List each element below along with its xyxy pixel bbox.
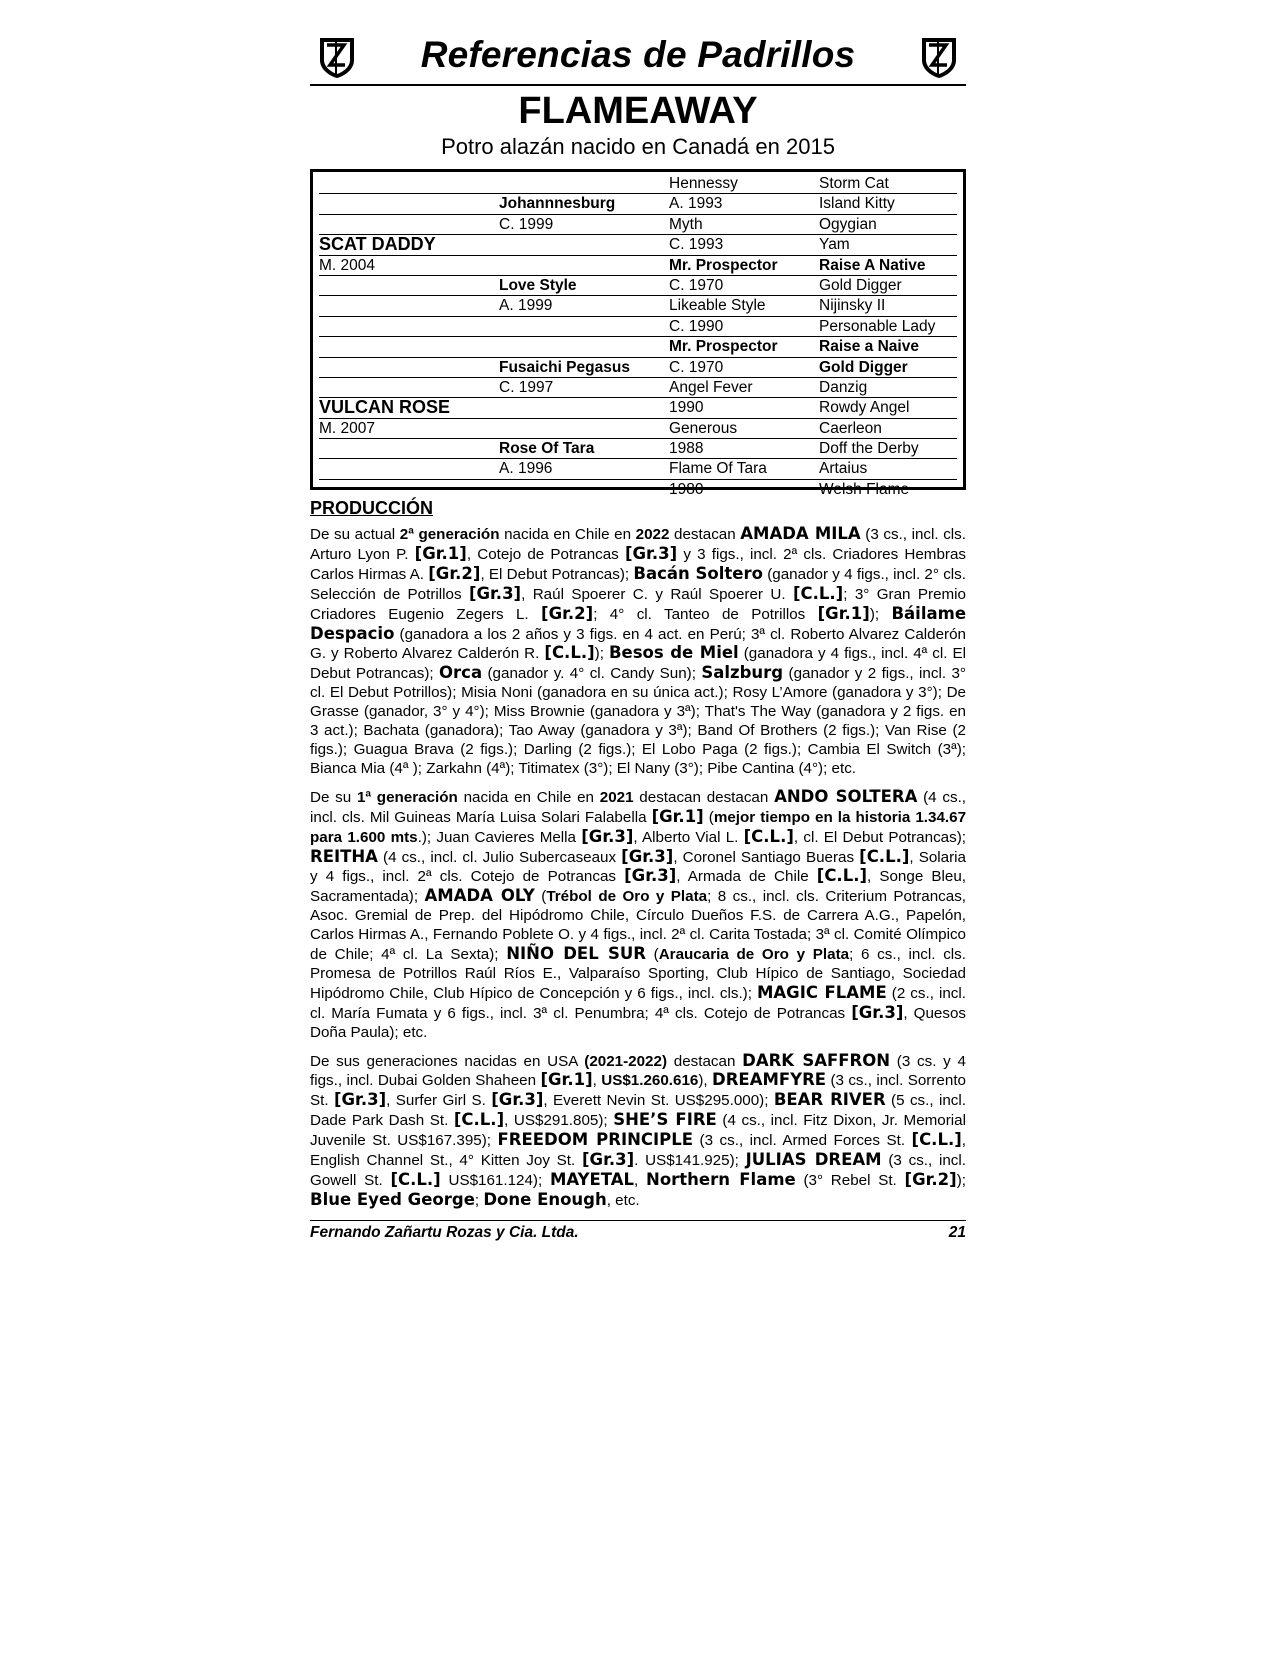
text-segment: (2021-2022) bbox=[584, 1052, 668, 1070]
highlight-name: [C.L.] bbox=[859, 846, 910, 866]
text-segment: (4 cs., incl. cl. Julio Subercaseaux bbox=[377, 848, 622, 866]
highlight-name: MAGIC FLAME bbox=[756, 982, 887, 1002]
highlight-name: MAYETAL bbox=[549, 1170, 635, 1189]
pedigree-cell: Island Kitty bbox=[819, 195, 895, 213]
text-segment: (ganador y 2 figs., incl. 3° cl. El Debut Potrillos); Misia Noni (ganadora en su única act.); Rosy L’Amore (ganadora y 3°); De Grasse (ganador, 3° y 4°); Miss Brownie (ganadora y 3ª); That's The Way (ganadora y 2 figs. en 3 act.); Bachata (ganadora); Tao Away (ganadora y 3ª); Band Of Brothers (2 figs.); Van Rise (2 figs.); Guagua Brava (2 figs.); Darling (2 figs.); El Lobo Paga (2 figs.); Cambia El Switch (3ª); Bianca Mia (4ª ); Zarkahn (4ª); Titimatex (3°); El Nany (3°); Pibe Cantina (4°); etc. bbox=[310, 665, 966, 777]
pedigree-row bbox=[319, 235, 957, 255]
text-segment: De su actual bbox=[310, 526, 400, 543]
highlight-name: [Gr.1] bbox=[414, 543, 467, 563]
pedigree-cell: Welsh Flame bbox=[819, 480, 910, 498]
pedigree-cell: Ogygian bbox=[819, 215, 877, 233]
text-segment: De su bbox=[310, 788, 357, 806]
pedigree-cell: Generous bbox=[669, 419, 738, 437]
text-segment: (ganador y. 4° cl. Candy Sun); bbox=[482, 665, 702, 683]
text-segment: ( bbox=[645, 946, 659, 964]
pedigree-cell: Johannnesburg bbox=[499, 195, 616, 213]
text-segment: ; 6 cs., incl. cls. Promesa de Potrillos Raúl Ríos E., Valparaíso Sporting, Club Hípico de Santiago, Sociedad Hipódromo Chile, Club Hípico de Concepción y 6 figs., incl. cls.); bbox=[310, 946, 966, 1002]
text-segment: 1ª generación bbox=[356, 788, 458, 806]
text-segment: (ganador y 4 figs., incl. 2° cls. Selección de Potrillos bbox=[310, 565, 966, 603]
pedigree-row bbox=[319, 194, 957, 214]
pedigree-cell: A. 1999 bbox=[499, 297, 553, 315]
highlight-name: NIÑO DEL SUR bbox=[506, 944, 646, 964]
highlight-name: Besos de Miel bbox=[608, 643, 739, 663]
text-segment: (5 cs., incl. Dade Park Dash St. bbox=[310, 1092, 966, 1130]
pedigree-cell: Love Style bbox=[499, 276, 577, 294]
text-segment: destacan destacan bbox=[633, 788, 775, 806]
text-segment: (4 cs., incl. cls. Mil Guineas María Luisa Solari Falabella bbox=[310, 788, 967, 826]
text-segment: ; 3° Gran Premio Criadores Eugenio Zegers L. bbox=[310, 585, 966, 623]
text-segment: ; 4° cl. Tanteo de Potrillos bbox=[593, 605, 818, 623]
highlight-name: [Gr.3] bbox=[581, 1150, 635, 1170]
pedigree-cell: C. 1999 bbox=[499, 215, 554, 233]
highlight-name: FREEDOM PRINCIPLE bbox=[497, 1130, 694, 1150]
highlight-name: DARK SAFFRON bbox=[742, 1050, 891, 1070]
text-segment: (2 cs., incl. cl. María Fumata y 6 figs., incl. 3ª cl. Penumbra; 4ª cls. Cotejo de Potrancas bbox=[310, 984, 966, 1022]
pedigree-row bbox=[319, 256, 957, 276]
pedigree-cell: Myth bbox=[669, 215, 703, 233]
highlight-name: Báilame Despacio bbox=[310, 603, 967, 643]
highlight-name: [C.L.] bbox=[911, 1130, 962, 1150]
text-segment: ); bbox=[956, 1172, 966, 1189]
highlight-name: Orca bbox=[439, 663, 483, 683]
text-segment: 2021 bbox=[599, 788, 634, 806]
text-segment: , Quesos Doña Paula); etc. bbox=[310, 1004, 967, 1041]
text-segment: , cl. El Debut Potrancas); bbox=[793, 828, 966, 846]
highlight-name: [Gr.3] bbox=[491, 1090, 544, 1110]
pedigree-row bbox=[319, 378, 957, 398]
highlight-name: [Gr.3] bbox=[581, 826, 634, 846]
pedigree-cell: M. 2007 bbox=[319, 419, 376, 437]
pedigree-cell: C. 1997 bbox=[499, 378, 554, 396]
pedigree-cell: Personable Lady bbox=[819, 317, 936, 335]
pedigree-cell: Doff the Derby bbox=[819, 440, 919, 458]
highlight-name: [C.L.] bbox=[544, 643, 595, 663]
text-segment: (ganadora y 4 figs., incl. 4ª cl. El Debut Potrancas); bbox=[310, 645, 966, 683]
pedigree-cell: SCAT DADDY bbox=[319, 234, 436, 255]
highlight-name: Done Enough bbox=[483, 1189, 607, 1209]
text-segment: ), bbox=[698, 1072, 713, 1090]
pedigree-row bbox=[319, 317, 957, 337]
text-segment: . bbox=[417, 828, 422, 846]
text-segment: destacan bbox=[669, 526, 741, 543]
text-segment: ( bbox=[534, 888, 547, 906]
text-segment: , bbox=[634, 1172, 647, 1189]
pedigree-row bbox=[319, 439, 957, 459]
highlight-name: [Gr.3] bbox=[621, 846, 674, 866]
pedigree-cell: 1988 bbox=[669, 440, 704, 458]
pedigree-cell: A. 1996 bbox=[499, 460, 553, 478]
highlight-name: [C.L.] bbox=[816, 866, 868, 886]
text-segment: (3 cs., incl. Armed Forces St. bbox=[693, 1132, 912, 1150]
production-text bbox=[310, 525, 966, 1211]
highlight-name: AMADA MILA bbox=[740, 524, 861, 543]
text-segment: ); bbox=[594, 645, 609, 663]
pedigree-cell: Mr. Prospector bbox=[669, 338, 778, 356]
highlight-name: [C.L.] bbox=[453, 1110, 505, 1130]
highlight-name: [Gr.2] bbox=[904, 1170, 957, 1189]
text-segment: De sus generaciones nacidas en USA bbox=[310, 1052, 585, 1070]
page-footer bbox=[310, 1220, 966, 1242]
pedigree-cell: Gold Digger bbox=[819, 276, 902, 294]
text-segment: (3 cs., incl. cls. Arturo Lyon P. bbox=[310, 526, 966, 563]
highlight-name: AMADA OLY bbox=[424, 886, 535, 906]
highlight-name: DREAMFYRE bbox=[712, 1070, 827, 1090]
highlight-name: [C.L.] bbox=[390, 1170, 441, 1189]
text-segment: ); bbox=[869, 605, 892, 623]
fz-shield-logo-icon bbox=[916, 34, 962, 80]
highlight-name: [Gr.1] bbox=[651, 806, 704, 826]
highlight-name: REITHA bbox=[310, 846, 378, 866]
pedigree-row bbox=[319, 358, 957, 378]
horse-description: Potro alazán nacido en Canadá en 2015 bbox=[441, 134, 835, 159]
pedigree-row bbox=[319, 459, 957, 479]
pedigree-cell: C. 1970 bbox=[669, 276, 724, 294]
text-segment: destacan bbox=[667, 1052, 743, 1070]
pedigree-cell: Danzig bbox=[819, 378, 868, 396]
pedigree-cell: M. 2004 bbox=[319, 256, 376, 274]
page-header bbox=[310, 30, 966, 86]
text-segment: y 3 figs., incl. 2ª cls. Criadores Hembras Carlos Hirmas A. bbox=[310, 545, 966, 583]
text-segment: , Raúl Spoerer C. y Raúl Spoerer U. bbox=[521, 585, 793, 603]
text-segment: 2ª generación bbox=[399, 526, 500, 543]
highlight-name: SHE’S FIRE bbox=[613, 1110, 717, 1130]
pedigree-cell: A. 1993 bbox=[669, 195, 723, 213]
pedigree-cell: Mr. Prospector bbox=[669, 256, 778, 274]
document-page bbox=[310, 30, 966, 1242]
text-segment: ); Juan Cavieres Mella bbox=[421, 828, 582, 846]
horse-name: FLAMEAWAY bbox=[518, 90, 758, 132]
pedigree-cell: Flame Of Tara bbox=[669, 460, 767, 478]
highlight-name: [Gr.3] bbox=[468, 583, 522, 603]
pedigree-cell: 1990 bbox=[669, 399, 704, 417]
text-segment: (4 cs., incl. Fitz Dixon, Jr. Memorial Juvenile St. US$167.395); bbox=[310, 1112, 966, 1150]
text-segment: , etc. bbox=[606, 1191, 640, 1209]
pedigree-row bbox=[319, 276, 957, 296]
text-segment: , US$291.805); bbox=[504, 1112, 614, 1130]
header-title: Referencias de Padrillos bbox=[420, 34, 856, 75]
highlight-name: [Gr.2] bbox=[428, 563, 481, 583]
highlight-name: [Gr.1] bbox=[817, 603, 870, 623]
pedigree-cell: Nijinsky II bbox=[819, 297, 886, 315]
production-paragraph bbox=[310, 525, 966, 779]
text-segment: , Cotejo de Potrancas bbox=[466, 545, 625, 563]
highlight-name: [Gr.3] bbox=[624, 543, 678, 563]
text-segment: (3 cs., incl. Sorrento St. bbox=[310, 1072, 966, 1110]
highlight-name: [Gr.2] bbox=[541, 603, 594, 623]
text-segment: (3 cs., incl. Gowell St. bbox=[310, 1152, 966, 1189]
production-paragraph bbox=[310, 788, 966, 1043]
pedigree-cell: Fusaichi Pegasus bbox=[499, 358, 630, 376]
pedigree-cell: Rose Of Tara bbox=[499, 440, 595, 458]
text-segment: US$161.124); bbox=[440, 1172, 550, 1189]
text-segment: Trébol de Oro y Plata bbox=[546, 888, 708, 906]
pedigree-cell: VULCAN ROSE bbox=[319, 397, 451, 418]
highlight-name: JULIAS DREAM bbox=[745, 1150, 882, 1170]
pedigree-cell: Raise A Native bbox=[819, 256, 926, 274]
text-segment: nacida en Chile en bbox=[457, 788, 600, 806]
production-title: PRODUCCIÓN bbox=[310, 498, 434, 518]
pedigree-row bbox=[319, 174, 957, 194]
pedigree-cell: Artaius bbox=[819, 460, 868, 478]
text-segment: , Coronel Santiago Bueras bbox=[673, 848, 860, 866]
pedigree-cell: Gold Digger bbox=[819, 358, 908, 376]
pedigree-row bbox=[319, 480, 957, 499]
text-segment: Araucaria de Oro y Plata bbox=[658, 946, 850, 964]
text-segment: , bbox=[592, 1072, 602, 1090]
highlight-name: [Gr.3] bbox=[624, 866, 677, 886]
pedigree-cell: Likeable Style bbox=[669, 297, 766, 315]
pedigree-cell: Raise a Naive bbox=[819, 338, 919, 356]
text-segment: ; 8 cs., incl. cls. Criterium Potrancas, Asoc. Gremial de Prep. del Hipódromo Chile, Círculo Dueños F.S. de Carrera A.G., Papelón, Carlos Hirmas A., Fernando Poblete O. y 4 figs., incl. 2ª cl. Carita Tostada; 3ª cl. Comité Olímpico de Chile; 4ª cl. La Sexta); bbox=[310, 888, 967, 964]
pedigree-row bbox=[319, 296, 957, 316]
highlight-name: ANDO SOLTERA bbox=[774, 786, 918, 806]
pedigree-cell: Angel Fever bbox=[669, 378, 753, 396]
highlight-name: [C.L.] bbox=[743, 826, 794, 846]
pedigree-table bbox=[310, 169, 966, 498]
highlight-name: [Gr.3] bbox=[333, 1090, 387, 1110]
text-segment: , Solaria y 4 figs., incl. 2ª cls. Cotejo de Potrancas bbox=[310, 848, 966, 886]
pedigree-cell: C. 1970 bbox=[669, 358, 724, 376]
pedigree-cell: C. 1990 bbox=[669, 317, 724, 335]
highlight-name: BEAR RIVER bbox=[773, 1090, 886, 1110]
highlight-name: [Gr.3] bbox=[851, 1002, 904, 1022]
text-segment: 2022 bbox=[635, 526, 670, 543]
pedigree-row bbox=[319, 419, 957, 439]
text-segment: (3 cs. y 4 figs., incl. Dubai Golden Shaheen bbox=[310, 1052, 966, 1090]
text-segment: (ganadora a los 2 años y 3 figs. en 4 act. en Perú; 3ª cl. Roberto Alvarez Calderón G. y Roberto Alvarez Calderón R. bbox=[310, 625, 966, 663]
text-segment: , Armada de Chile bbox=[676, 868, 817, 886]
highlight-name: [C.L.] bbox=[792, 583, 844, 603]
text-segment: mejor tiempo en la historia 1.34.67 para 1.600 mts bbox=[310, 808, 967, 846]
text-segment: , El Debut Potrancas); bbox=[480, 565, 634, 583]
pedigree-cell: C. 1993 bbox=[669, 236, 724, 254]
footer-company: Fernando Zañartu Rozas y Cia. Ltda. bbox=[310, 1223, 579, 1241]
pedigree-cell: Yam bbox=[819, 236, 850, 254]
highlight-name: Blue Eyed George bbox=[310, 1189, 475, 1209]
highlight-name: Salzburg bbox=[701, 663, 784, 683]
pedigree-cell: Caerleon bbox=[819, 419, 882, 437]
text-segment: ; bbox=[474, 1191, 484, 1209]
highlight-name: Bacán Soltero bbox=[633, 563, 763, 583]
text-segment: , Everett Nevin St. US$295.000); bbox=[543, 1092, 774, 1110]
text-segment: , Songe Bleu, Sacramentada); bbox=[310, 868, 966, 906]
highlight-name: Northern Flame bbox=[646, 1170, 796, 1189]
text-segment: (3° Rebel St. bbox=[795, 1172, 905, 1189]
text-segment: , English Channel St., 4° Kitten Joy St. bbox=[310, 1132, 967, 1170]
highlight-name: [Gr.1] bbox=[540, 1070, 593, 1090]
text-segment: , Alberto Vial L. bbox=[633, 828, 744, 846]
page-number: 21 bbox=[948, 1223, 966, 1241]
text-segment: US$1.260.616 bbox=[601, 1072, 699, 1090]
text-segment: ( bbox=[703, 808, 714, 826]
pedigree-row bbox=[319, 337, 957, 357]
pedigree-cell: Hennessy bbox=[669, 175, 738, 192]
production-paragraph bbox=[310, 1052, 966, 1211]
pedigree-cell: Storm Cat bbox=[819, 175, 889, 192]
pedigree-cell: Rowdy Angel bbox=[819, 399, 910, 417]
text-segment: nacida en Chile en bbox=[499, 526, 636, 543]
text-segment: . US$141.925); bbox=[634, 1152, 746, 1170]
pedigree-row bbox=[319, 398, 957, 418]
pedigree-cell: 1980 bbox=[669, 480, 704, 498]
pedigree-row bbox=[319, 215, 957, 235]
text-segment: , Surfer Girl S. bbox=[386, 1092, 492, 1110]
